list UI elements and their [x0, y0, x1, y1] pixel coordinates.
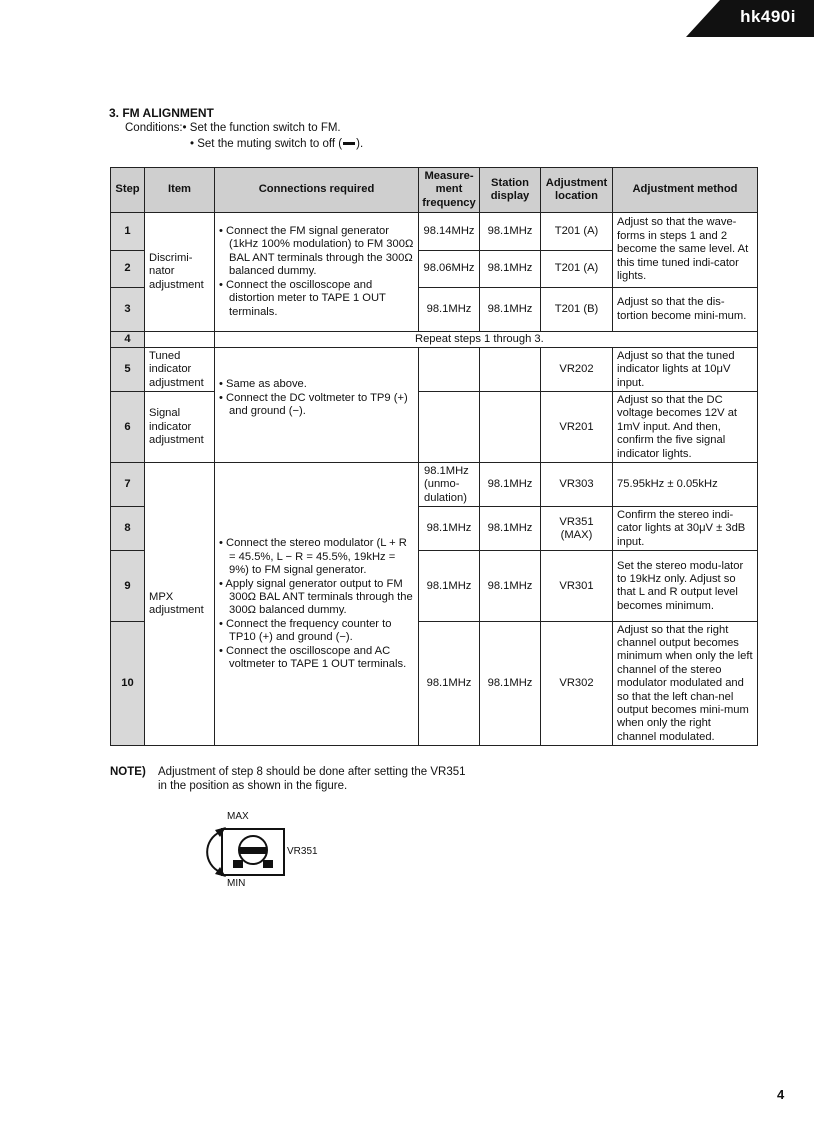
- measurement-frequency: 98.1MHz: [419, 288, 480, 332]
- measurement-frequency: 98.1MHz: [419, 507, 480, 551]
- adjustment-method-9: Set the stereo modu-lator to 19kHz only. Adjust so that L and R output level becomes minimum.: [613, 551, 758, 622]
- note-label: NOTE): [110, 766, 146, 778]
- conditions-line-2: • Set the muting switch to off ( ).: [190, 138, 364, 150]
- station-display-empty: [480, 348, 541, 392]
- station-display: 98.1MHz: [480, 288, 541, 332]
- connection-note: • Apply signal generator output to FM 300Ω BAL ANT terminals through the 300Ω balanced dummy.: [219, 577, 413, 617]
- connection-note: • Connect the DC voltmeter to TP9 (+) and ground (−).: [219, 391, 408, 418]
- header-method: Adjustment method: [613, 168, 758, 213]
- trimmer-pin-icon: [233, 860, 243, 868]
- measurement-frequency-empty: [419, 392, 480, 463]
- condition-2-pre: Set the muting switch to off (: [197, 138, 343, 150]
- station-display: 98.1MHz: [480, 551, 541, 622]
- section-heading: 3. FM ALIGNMENT: [109, 106, 214, 120]
- adjustment-method-3: Adjust so that the dis-tortion become mini-mum.: [613, 288, 758, 332]
- connections-discriminator: [215, 213, 419, 332]
- item-empty: [145, 332, 215, 348]
- header-connections: Connections required: [215, 168, 419, 213]
- adjustment-location: VR351 (MAX): [541, 507, 613, 551]
- trimmer-slot-icon: [240, 847, 266, 854]
- figure-max-label: MAX: [227, 811, 249, 822]
- step-number: 8: [111, 507, 145, 551]
- adjustment-method-6: Adjust so that the DC voltage becomes 12V at 1mV input. And then, confirm the five signal indicator lights.: [613, 392, 758, 463]
- table-header-row: [111, 168, 758, 213]
- station-display: 98.1MHz: [480, 507, 541, 551]
- rotation-arrow-icon: [207, 832, 220, 872]
- item-mpx: MPX adjustment: [145, 463, 215, 746]
- measurement-frequency: 98.1MHz (unmo- dulation): [419, 463, 480, 507]
- item-tuned-indicator: Tuned indicator adjustment: [145, 348, 215, 392]
- connection-note: • Connect the stereo modulator (L + R = 45.5%, L − R = 45.5%, 19kHz = 9%) to FM signal generator.: [219, 537, 407, 577]
- step-number: 6: [111, 392, 145, 463]
- repeat-steps-note: Repeat steps 1 through 3.: [215, 332, 758, 348]
- header-frequency: Measure- ment frequency: [419, 168, 480, 213]
- connection-note: • Same as above.: [219, 378, 307, 391]
- station-display: 98.1MHz: [480, 622, 541, 746]
- measurement-frequency-empty: [419, 348, 480, 392]
- conditions-line-1: Conditions:• Set the function switch to FM.: [125, 122, 341, 134]
- table-row: [111, 213, 758, 251]
- note-text: Adjustment of step 8 should be done after setting the VR351 in the position as shown in the figure.: [158, 766, 466, 792]
- page-number: 4: [777, 1087, 785, 1102]
- adjustment-method-7: 75.95kHz ± 0.05kHz: [613, 463, 758, 507]
- measurement-frequency: 98.1MHz: [419, 622, 480, 746]
- adjustment-location: T201 (B): [541, 288, 613, 332]
- adjustment-location: T201 (A): [541, 213, 613, 251]
- fm-alignment-table: [110, 167, 758, 746]
- step-number: 10: [111, 622, 145, 746]
- model-name: hk490i: [740, 7, 796, 26]
- header-item: Item: [145, 168, 215, 213]
- step-number: 3: [111, 288, 145, 332]
- header-step: Step: [111, 168, 145, 213]
- adjustment-location: VR303: [541, 463, 613, 507]
- adjustment-method-1-2: Adjust so that the wave-forms in steps 1 and 2 become the same level. At this time tuned indi-cator lights.: [613, 213, 758, 288]
- step-number: 2: [111, 251, 145, 288]
- item-discriminator: Discrimi- nator adjustment: [145, 213, 215, 332]
- condition-2-post: ).: [356, 138, 364, 150]
- step-number: 5: [111, 348, 145, 392]
- station-display: 98.1MHz: [480, 213, 541, 251]
- adjustment-location: VR201: [541, 392, 613, 463]
- header-location: Adjustment location: [541, 168, 613, 213]
- connections-indicator: [215, 348, 419, 463]
- adjustment-location: VR202: [541, 348, 613, 392]
- step-number: 1: [111, 213, 145, 251]
- step-number: 7: [111, 463, 145, 507]
- header-station: Station display: [480, 168, 541, 213]
- model-tab: [686, 0, 814, 37]
- station-display: 98.1MHz: [480, 463, 541, 507]
- measurement-frequency: 98.14MHz: [419, 213, 480, 251]
- vr351-position-figure: [196, 810, 356, 890]
- adjustment-location: T201 (A): [541, 251, 613, 288]
- adjustment-location: VR302: [541, 622, 613, 746]
- station-display-empty: [480, 392, 541, 463]
- muting-off-symbol-icon: [343, 138, 355, 145]
- step-number: 4: [111, 332, 145, 348]
- table-row: [111, 392, 758, 463]
- connections-mpx: [215, 463, 419, 746]
- adjustment-method-5: Adjust so that the tuned indicator lights at 10μV input.: [613, 348, 758, 392]
- connection-note: • Connect the oscilloscope and AC voltmeter to TAPE 1 OUT terminals.: [219, 644, 407, 671]
- measurement-frequency: 98.1MHz: [419, 551, 480, 622]
- table-row: [111, 463, 758, 507]
- adjustment-location: VR301: [541, 551, 613, 622]
- connection-note: • Connect the oscilloscope and distortion meter to TAPE 1 OUT terminals.: [219, 278, 386, 318]
- measurement-frequency: 98.06MHz: [419, 251, 480, 288]
- table-row: [111, 348, 758, 392]
- adjustment-method-8: Confirm the stereo indi-cator lights at 30μV ± 3dB input.: [613, 507, 758, 551]
- adjustment-method-10: Adjust so that the right channel output becomes minimum when only the left channel of the stereo modulator modulated and so that the left chan-nel output becomes mini-mum when only the right channel modulated.: [613, 622, 758, 746]
- conditions-label: Conditions:: [125, 122, 183, 134]
- figure-min-label: MIN: [227, 878, 246, 889]
- connection-note: • Connect the FM signal generator (1kHz 100% modulation) to FM 300Ω BAL ANT terminals through the 300Ω balanced dummy.: [219, 225, 414, 278]
- table-row: [111, 332, 758, 348]
- item-signal-indicator: Signal indicator adjustment: [145, 392, 215, 463]
- condition-1: Set the function switch to FM.: [189, 122, 341, 134]
- station-display: 98.1MHz: [480, 251, 541, 288]
- trimmer-pin-icon: [263, 860, 273, 868]
- connection-note: • Connect the frequency counter to TP10 (+) and ground (−).: [219, 617, 392, 644]
- figure-vr-label: VR351: [287, 846, 318, 857]
- step-number: 9: [111, 551, 145, 622]
